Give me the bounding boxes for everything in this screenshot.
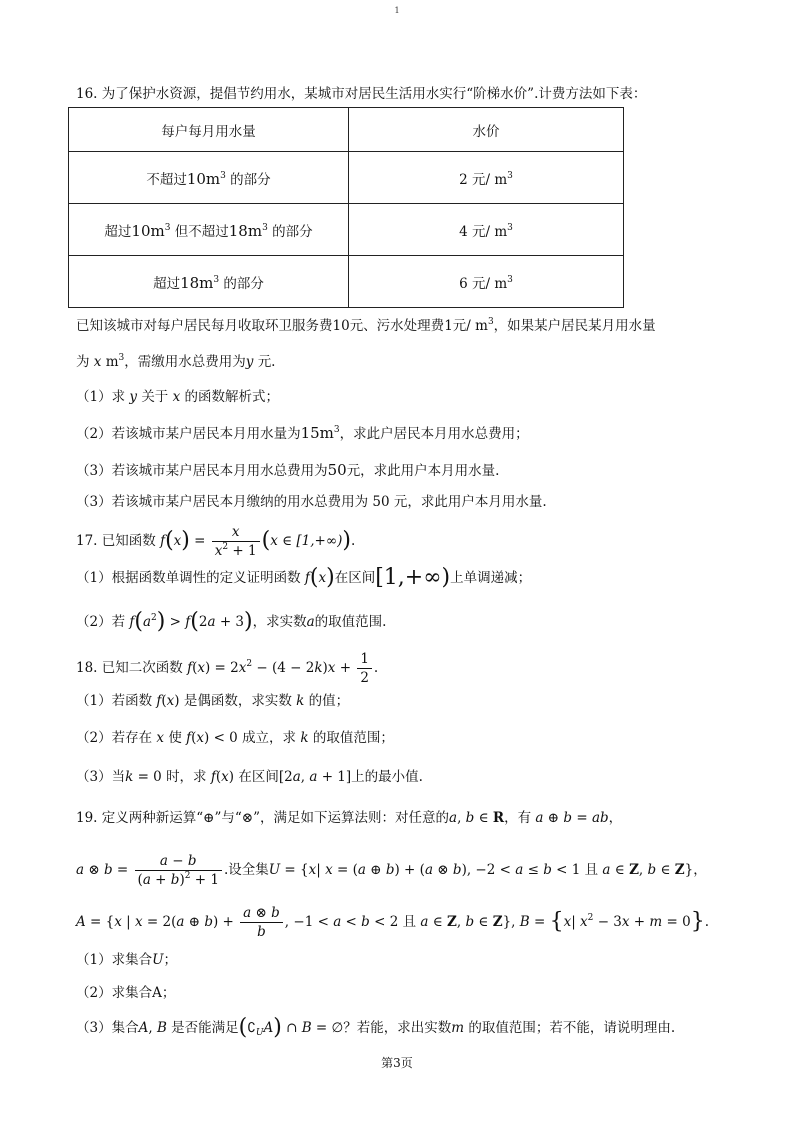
q16-intro: 16. 为了保护水资源，提倡节约用水，某城市对居民生活用水实行“阶梯水价”.计费方法如下表：	[76, 86, 647, 102]
table-cell-range: 超过$10m^3$ 但不超过$18m^3$ 的部分	[69, 204, 349, 256]
q17-part2: （2）若 $f(a^2) > f(2a + 3)$，求实数a的取值范围.	[76, 609, 387, 634]
q18-intro: 18. 已知二次函数 $f(x) = 2x^2 - (4 - 2k)x$ + $\frac{1}{2}$ .	[76, 651, 379, 686]
q18-part3: （3）当k = 0 时，求 f(x) 在区间[2a, a + 1]上的最小值.	[76, 769, 423, 785]
q16-part3-alt: （3）若该城市某户居民本月缴纳的用水总费用为 50 元，求此用户本月用水量.	[76, 494, 547, 510]
q19-part3: （3）集合A, B 是否能满足$(∁_UA)$ ∩ B = ∅？若能，求出实数m 的取值范围；若不能，请说明理由.	[76, 1015, 676, 1040]
table-cell-price: 2 元/ $m^3$	[349, 152, 624, 204]
q19-fraction-otimes: $\frac{a - b}{(a + b)^2 + 1}$	[135, 852, 222, 889]
q18-part1: （1）若函数 f(x) 是偶函数，求实数 k 的值；	[76, 693, 350, 709]
table-row	[69, 152, 624, 204]
table-row	[69, 204, 624, 256]
table-header-price: 水价	[349, 108, 624, 152]
q19-line2: a ⊗ b = $\frac{a - b}{(a + b)^2 + 1}$ .设全集U = {x| x = (a ⊕ b) + (a ⊗ b), −2 < a ≤ b < 1 且 a ∈ Z, b ∈ Z}，	[76, 853, 707, 888]
page-marker: 1	[394, 6, 400, 15]
water-price-table	[68, 107, 624, 308]
table-cell-range: 超过$18m^3$ 的部分	[69, 256, 349, 308]
q16-known-line2: 为 x $m^3$，需缴用水总费用为y 元.	[76, 353, 276, 370]
q19-part1: （1）求集合U；	[76, 952, 177, 968]
q16-known-line1: 已知该城市对每户居民每月收取环卫服务费10元、污水处理费1元/ $m^3$，如果某户居民某月用水量	[76, 317, 656, 334]
q19-intro: 19. 定义两种新运算“⊕”与“⊗”，满足如下运算法则：对任意的a, b ∈ R，有 a ⊕ b = ab，	[76, 810, 623, 826]
q17-intro: 17. 已知函数 f(x) = $\frac{x}{x^2 + 1}$ (x ∈ [1,+∞)).	[76, 524, 356, 559]
q18-fraction: $\frac{1}{2}$	[357, 650, 372, 687]
q19-part2: （2）求集合A；	[76, 985, 176, 1001]
q16-part3: （3）若该城市某户居民本月用水总费用为50元，求此用户本月用水量.	[76, 461, 500, 479]
q16-part2: （2）若该城市某户居民本月用水量为$15m^3$，求此户居民本月用水总费用；	[76, 424, 529, 442]
q18-part2: （2）若存在 x 使 f(x) < 0 成立，求 k 的取值范围；	[76, 730, 394, 746]
table-row	[69, 256, 624, 308]
q17-fraction: $\frac{x}{x^2 + 1}$	[212, 523, 260, 560]
q17-part1: （1）根据函数单调性的定义证明函数 f(x)在区间[1,+∞)上单调递减；	[76, 565, 532, 590]
q19-fraction-set-a: $\frac{a \otimes b}{b}$	[240, 904, 283, 941]
table-header-row	[69, 108, 624, 152]
q19-line3: A = {x | x = 2(a ⊕ b) + $\frac{a \otimes b}{b}$ , −1 < a < b < 2 且 a ∈ Z, b ∈ Z}, B = {x| $x^2 - 3x + m = 0$}.	[76, 905, 710, 940]
table-header-usage: 每户每月用水量	[69, 108, 349, 152]
table-cell-range: 不超过$10m^3$ 的部分	[69, 152, 349, 204]
table-cell-price: 6 元/ $m^3$	[349, 256, 624, 308]
page-footer: 第3页	[381, 1056, 413, 1070]
q16-part1: （1）求 y 关于 x 的函数解析式；	[76, 389, 280, 405]
table-cell-price: 4 元/ $m^3$	[349, 204, 624, 256]
